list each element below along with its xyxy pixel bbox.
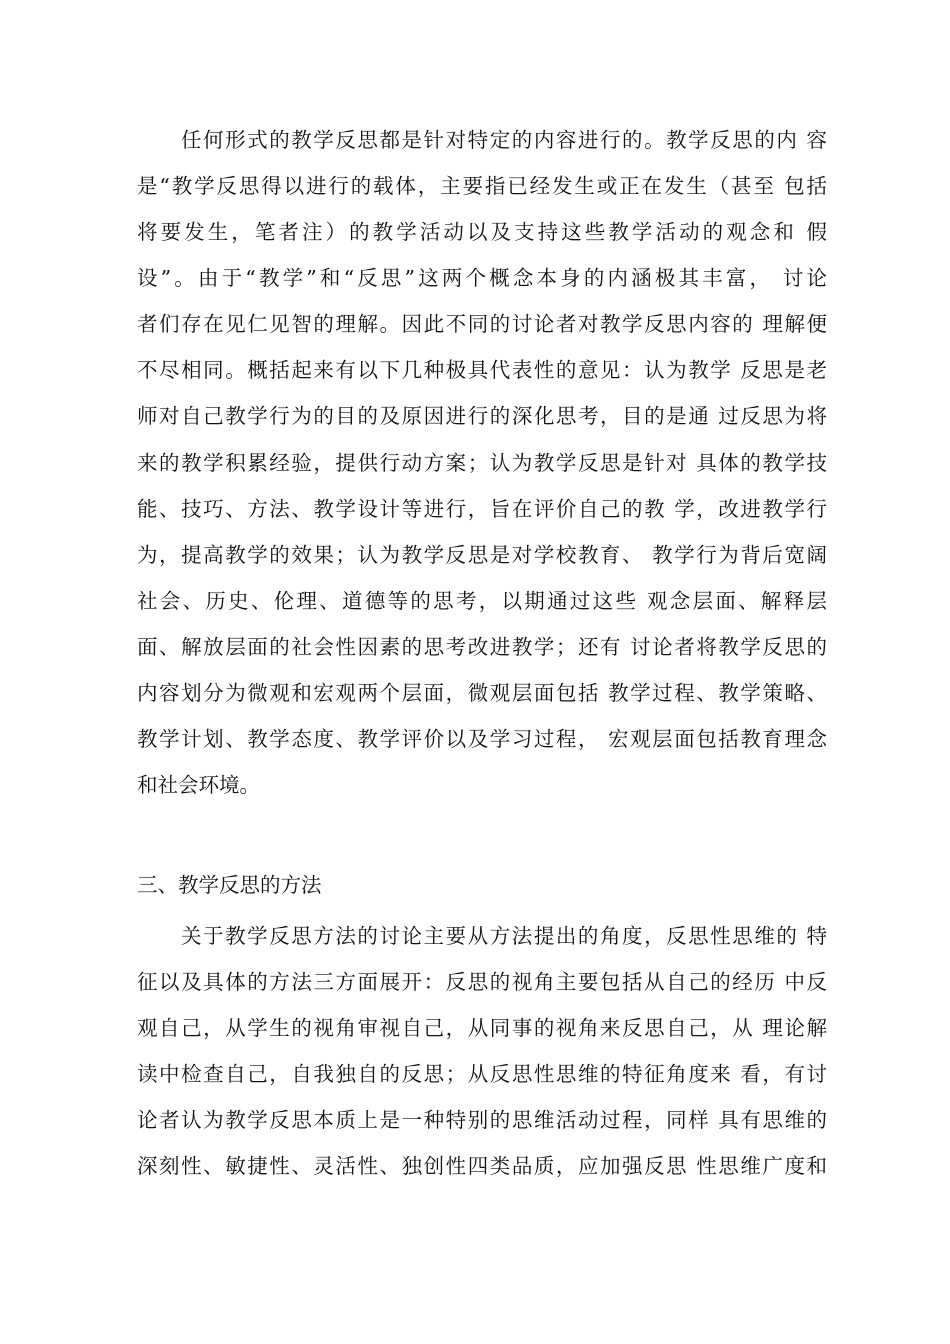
paragraph-line: 来的教学积累经验，提供行动方案；认为教学反思是针对 具体的教学技	[137, 451, 827, 475]
paragraph-line: 关于教学反思方法的讨论主要从方法提出的角度，反思性思维的 特	[181, 924, 827, 948]
paragraph-line: 社会、历史、伦理、道德等的思考，以期通过这些 观念层面、解释层	[137, 589, 827, 613]
paragraph-line: 内容划分为微观和宏观两个层面，微观层面包括 教学过程、教学策略、	[137, 681, 827, 705]
paragraph-line: 者们存在见仁见智的理解。因此不同的讨论者对教学反思内容的 理解便	[137, 312, 827, 336]
paragraph-line: 不尽相同。概括起来有以下几种极具代表性的意见：认为教学 反思是老	[137, 358, 827, 382]
paragraph-line: 为，提高教学的效果；认为教学反思是对学校教育、 教学行为背后宽阔	[137, 543, 827, 567]
paragraph-line: 读中检查自己，自我独自的反思；从反思性思维的特征角度来 看，有讨	[137, 1062, 827, 1086]
paragraph-line: 面、解放层面的社会性因素的思考改进教学；还有 讨论者将教学反思的	[137, 635, 827, 659]
paragraph-line: 能、技巧、方法、教学设计等进行，旨在评价自己的教 学，改进教学行	[137, 497, 827, 521]
paragraph-line: 是“教学反思得以进行的载体，主要指已经发生或正在发生（甚至 包括	[137, 174, 827, 198]
section-heading: 三、教学反思的方法	[137, 873, 322, 897]
paragraph-line: 深刻性、敏捷性、灵活性、独创性四类品质，应加强反思 性思维广度和	[137, 1154, 827, 1178]
paragraph-line: 论者认为教学反思本质上是一种特别的思维活动过程，同样 具有思维的	[137, 1108, 827, 1132]
paragraph-line: 将要发生，笔者注）的教学活动以及支持这些教学活动的观念和 假	[137, 220, 827, 244]
paragraph-line: 征以及具体的方法三方面展开：反思的视角主要包括从自己的经历 中反	[137, 970, 827, 994]
paragraph-line: 师对自己教学行为的目的及原因进行的深化思考，目的是通 过反思为将	[137, 404, 827, 428]
paragraph-line: 和社会环境。	[137, 773, 260, 797]
paragraph-line: 设”。由于“教学”和“反思”这两个概念本身的内涵极其丰富， 讨论	[137, 266, 827, 290]
paragraph-line: 任何形式的教学反思都是针对特定的内容进行的。教学反思的内 容	[181, 128, 827, 152]
paragraph-line: 教学计划、教学态度、教学评价以及学习过程， 宏观层面包括教育理念	[137, 727, 827, 751]
paragraph-line: 观自己，从学生的视角审视自己，从同事的视角来反思自己，从 理论解	[137, 1016, 827, 1040]
